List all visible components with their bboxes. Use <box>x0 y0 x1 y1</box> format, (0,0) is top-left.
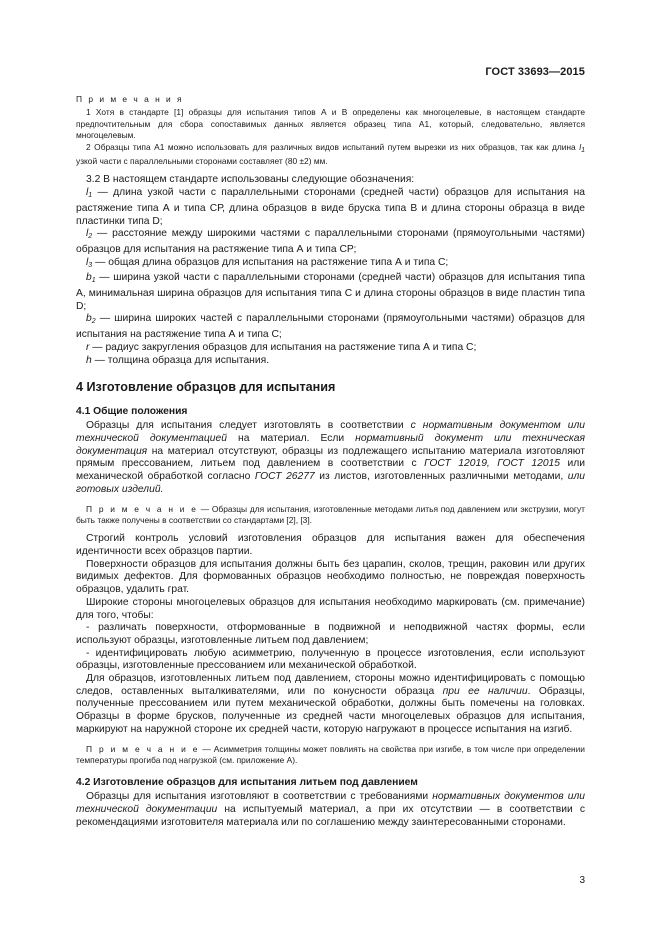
section-3-2-intro: 3.2 В настоящем стандарте использованы следующие обозначения: <box>86 174 415 186</box>
text-run-italic: ГОСТ 12019, ГОСТ 12015 <box>424 458 561 470</box>
text-run-italic: или готовых изделий. <box>76 471 586 495</box>
note-2-text-b: узкой части с параллельными сторонами составляет (80 ±2) мм. <box>76 156 328 167</box>
note-4-1-a <box>76 504 585 527</box>
paragraph-4-1-5 <box>76 673 585 737</box>
page-number: 3 <box>579 875 585 886</box>
note-1: 1 Хотя в стандарте [1] образцы для испытания типов А и В определены как многоцелевые, в настоящем стандарте предпочтительным для сбора сопоставимых данных является образец типа А1, который, следовательно, является многоцелевым. <box>76 107 585 141</box>
symbol-item <box>76 342 585 355</box>
text-run-italic: с нормативным документом или технической документацией <box>76 420 586 444</box>
symbol-subscript: 1 <box>88 192 93 200</box>
text-run: Образцы для испытания изготовляют в соответствии с требованиями <box>86 791 433 803</box>
document-page <box>76 0 585 936</box>
note-2-text-a: 2 Образцы типа А1 можно использовать для различных видов испытаний путем вырезки из них образцов, так как длина <box>86 141 580 152</box>
note-2 <box>76 142 585 168</box>
list-item-2: - идентифицировать любую асимметрию, полученную в процессе изготовления, если используют образцы, изготовленные прессованием или механической обработкой. <box>76 647 585 672</box>
paragraph-4-1-3: Поверхности образцов для испытания должны быть без царапин, сколов, трещин, раковин или других видимых дефектов. Для формованных образцов необходимо полностью, не повреждая поверхность образцов, удалить грат. <box>76 558 585 596</box>
symbol-item <box>76 355 585 368</box>
symbol: h <box>86 354 92 366</box>
text-run: Образцы для испытания следует изготовлять в соответствии <box>86 420 411 432</box>
text-run: или механической обработкой согласно <box>76 458 586 483</box>
note-label: П р и м е ч а н и е <box>86 503 198 514</box>
section-4-2-title: 4.2 Изготовление образцов для испытания литьем под давлением <box>76 777 418 789</box>
symbol: r <box>86 341 90 353</box>
symbol-item <box>76 228 585 256</box>
section-4-1-title: 4.1 Общие положения <box>76 406 188 418</box>
note-text: — Образцы для испытания, изготовленные методами литья под давлением или экструзии, могут быть также получены в соответствии со стандартами [2], [3]. <box>76 503 585 525</box>
text-run: из листов, изготовленных различными методами, <box>314 471 568 483</box>
symbol-definition: — общая длина образцов для испытания на растяжение типа А и типа С; <box>92 256 449 268</box>
standard-header: ГОСТ 33693—2015 <box>485 66 585 78</box>
symbol: l <box>86 256 89 268</box>
symbol-subscript: 1 <box>91 277 96 285</box>
paragraph-4-1-1 <box>76 420 585 496</box>
note-label: П р и м е ч а н и е <box>86 743 200 754</box>
symbol: b <box>86 313 92 325</box>
symbol-item <box>76 257 585 273</box>
symbol: b <box>86 272 92 284</box>
notes-heading: П р и м е ч а н и я <box>76 94 184 104</box>
symbol-definition: — ширина узкой части с параллельными сторонами (средней части) образцов для испытания типа А, минимальная ширина образцов для испытания типа С и длина стороны образцов в виде пластин типа D; <box>76 272 585 312</box>
symbol-subscript: 2 <box>88 233 93 241</box>
page-content <box>76 94 585 829</box>
paragraph-4-2-1 <box>76 791 585 829</box>
symbol-definition: — толщина образца для испытания. <box>91 354 270 366</box>
note-4-1-b <box>76 744 585 767</box>
symbol: l <box>86 228 89 240</box>
note-text: — Асимметрия толщины может повлиять на свойства при изгибе, в том числе при определении температуры прогиба под нагрузкой (см. приложение А). <box>76 743 585 765</box>
text-run: на материал. Если <box>226 432 356 444</box>
symbol-list <box>76 187 585 367</box>
text-run: на испытуемый материал, а при их отсутствии — в соответствии с рекомендациями изготовителя материала или по соглашению между заинтересованными сторонами. <box>76 804 585 828</box>
note-2-subscript: 1 <box>581 146 585 154</box>
text-run-italic: нормативный документ или техническая документация <box>76 432 586 457</box>
text-run-italic: ГОСТ 26277 <box>254 471 315 483</box>
symbol: l <box>86 187 89 199</box>
symbol-item <box>76 187 585 228</box>
symbol-definition: — ширина широких частей с параллельными сторонами (прямоугольными частями) образцов для испытания на растяжение типа А и типа С; <box>76 313 585 341</box>
text-run: . Образцы, полученные прессованием или путем механической обработки, должны быть помечены на головках. Образцы в форме брусков, полученные из средней части многоцелевых образцов для испытания, маркируют на наружной стороне их средней части, которую нагружают в процессе испытания на изгиб. <box>76 685 585 735</box>
symbol-item <box>76 272 585 313</box>
paragraph-4-1-2: Строгий контроль условий изготовления образцов для испытания важен для обеспечения идентичности всех образцов партии. <box>76 533 585 558</box>
text-run-italic: нормативных документов или технической документации <box>76 791 585 816</box>
list-item-1: - различать поверхности, отформованные в подвижной и неподвижной частях формы, если используют образцы, изготовленные литьем под давлением; <box>76 622 585 646</box>
paragraph-4-1-4: Широкие стороны многоцелевых образцов для испытания необходимо маркировать (см. примечание) для того, чтобы: <box>76 596 585 621</box>
note-2-symbol: l <box>579 141 582 152</box>
text-run-italic: при ее наличии <box>442 685 528 697</box>
text-run: Для образцов, изготовленных литьем под давлением, стороны можно идентифицировать с помощью следов, оставленных выталкивателями, или по конусности образца <box>76 673 585 697</box>
symbol-definition: — радиус закругления образцов для испытания на растяжение типа А и типа С; <box>89 341 477 353</box>
section-4-title: 4 Изготовление образцов для испытания <box>76 380 336 395</box>
symbol-subscript: 3 <box>88 261 93 269</box>
symbol-item <box>76 313 585 341</box>
symbol-definition: — длина узкой части с параллельными сторонами (средней части) образцов для испытания на растяжение типа А и типа СР, длина образцов в виде бруска типа В и длина стороны образца в виде пластинки типа D; <box>76 187 585 227</box>
text-run: на материал отсутствуют, образцы из подлежащего испытанию материала изготовляют прямым прессованием, литьем под давлением в соответствии с <box>76 445 585 470</box>
symbol-subscript: 2 <box>91 318 96 326</box>
symbol-definition: — расстояние между широкими частями с параллельными сторонами (прямоугольными частями) образцов для испытания на растяжение типа А и типа СР; <box>76 228 585 255</box>
